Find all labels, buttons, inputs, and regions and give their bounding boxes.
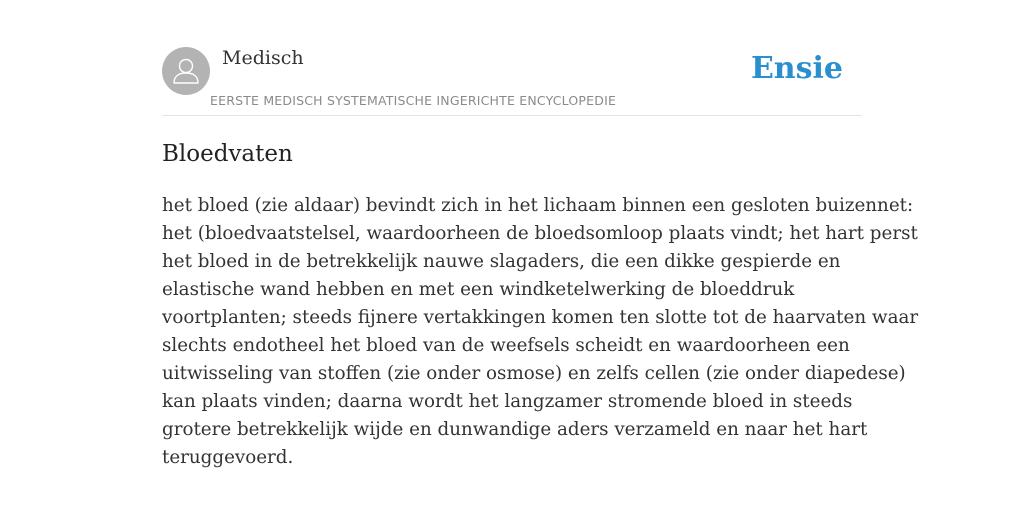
article-line: teruggevoerd. <box>162 447 294 468</box>
article-line: grotere betrekkelijk wijde en dunwandige aders verzameld en naar het hart <box>162 419 868 440</box>
page-title: Bloedvaten <box>162 141 293 167</box>
article-line: slechts endotheel het bloed van de weefsels scheidt en waardoorheen een <box>162 335 850 356</box>
article-line: elastische wand hebben en met een windketelwerking de bloeddruk <box>162 279 795 300</box>
article-line: het bloed in de betrekkelijk nauwe slagaders, die een dikke gespierde en <box>162 251 841 272</box>
article-line: uitwisseling van stoffen (zie onder osmose) en zelfs cellen (zie onder diapedese) <box>162 363 906 384</box>
avatar[interactable] <box>162 47 210 95</box>
user-silhouette-icon <box>162 47 210 95</box>
article-line: het bloed (zie aldaar) bevindt zich in het lichaam binnen een gesloten buizennet: <box>162 195 914 216</box>
article-line: het (bloedvaatstelsel, waardoorheen de bloedsomloop plaats vindt; het hart perst <box>162 223 918 244</box>
author-name[interactable]: Medisch <box>222 47 304 69</box>
article-line: kan plaats vinden; daarna wordt het langzamer stromende bloed in steeds <box>162 391 853 412</box>
article-body <box>162 192 919 472</box>
article-line: voortplanten; steeds fijnere vertakkingen komen ten slotte tot de haarvaten waar <box>162 307 919 328</box>
header <box>162 0 862 116</box>
site-subtitle: EERSTE MEDISCH SYSTEMATISCHE INGERICHTE ENCYCLOPEDIE <box>210 93 617 108</box>
logo[interactable]: Ensie <box>750 51 843 86</box>
